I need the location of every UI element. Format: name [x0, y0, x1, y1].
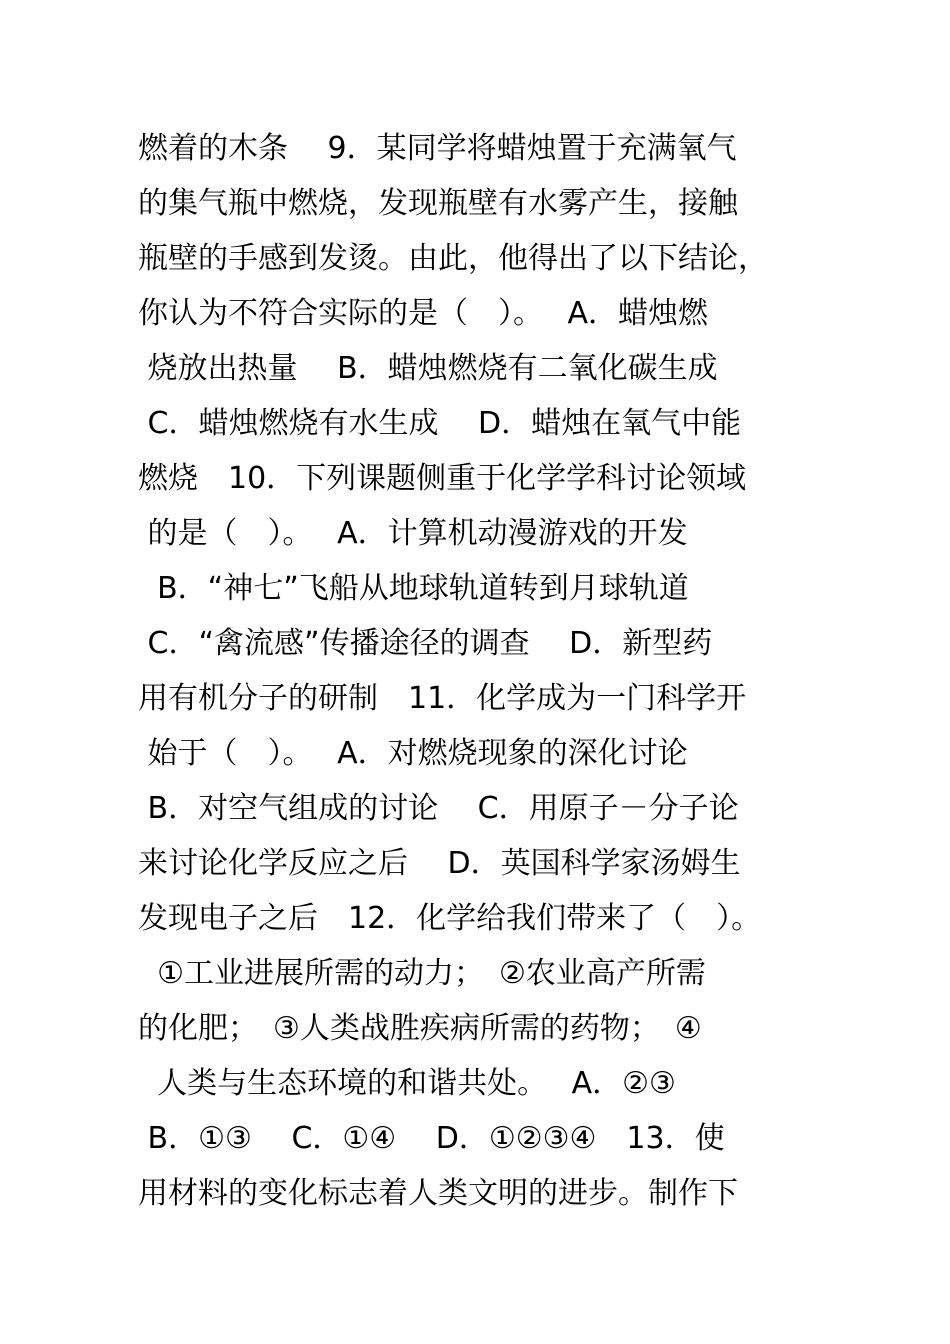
text-line: 的化肥； ③人类战胜疾病所需的药物； ④: [138, 1011, 702, 1046]
text-line: 来讨论化学反应之后 D．英国科学家汤姆生: [138, 846, 741, 881]
text-line: B．①③ C．①④ D．①②③④ 13．使: [138, 1121, 725, 1156]
text-line: ①工业进展所需的动力； ②农业高产所需: [138, 956, 706, 991]
text-line: 人类与生态环境的和谐共处。 A．②③: [138, 1066, 676, 1101]
text-line: 用材料的变化标志着人类文明的进步。制作下: [138, 1176, 738, 1211]
text-line: 烧放出热量 B．蜡烛燃烧有二氧化碳生成: [138, 351, 718, 386]
text-line: 你认为不符合实际的是（ ）。 A．蜡烛燃: [138, 296, 709, 331]
text-line: 的是（ ）。 A．计算机动漫游戏的开发: [138, 516, 688, 551]
text-line: B．对空气组成的讨论 C．用原子－分子论: [138, 791, 739, 826]
text-line: B．“神七”飞船从地球轨道转到月球轨道: [138, 571, 689, 606]
text-line: 燃着的木条 9．某同学将蜡烛置于充满氧气: [138, 131, 737, 166]
text-line: 始于（ ）。 A．对燃烧现象的深化讨论: [138, 736, 688, 771]
text-line: 发现电子之后 12．化学给我们带来了（ ）。: [138, 901, 762, 936]
text-line: 的集气瓶中燃烧，发现瓶壁有水雾产生，接触: [138, 186, 738, 221]
text-line: 用有机分子的研制 11．化学成为一门科学开: [138, 681, 747, 716]
text-line: 瓶壁的手感到发烫。由此，他得出了以下结论，: [138, 241, 768, 276]
text-line: C．“禽流感”传播途径的调查 D．新型药: [138, 626, 713, 661]
text-line: 燃烧 10．下列课题侧重于化学学科讨论领域: [138, 461, 747, 496]
text-line: C．蜡烛燃烧有水生成 D．蜡烛在氧气中能: [138, 406, 742, 441]
